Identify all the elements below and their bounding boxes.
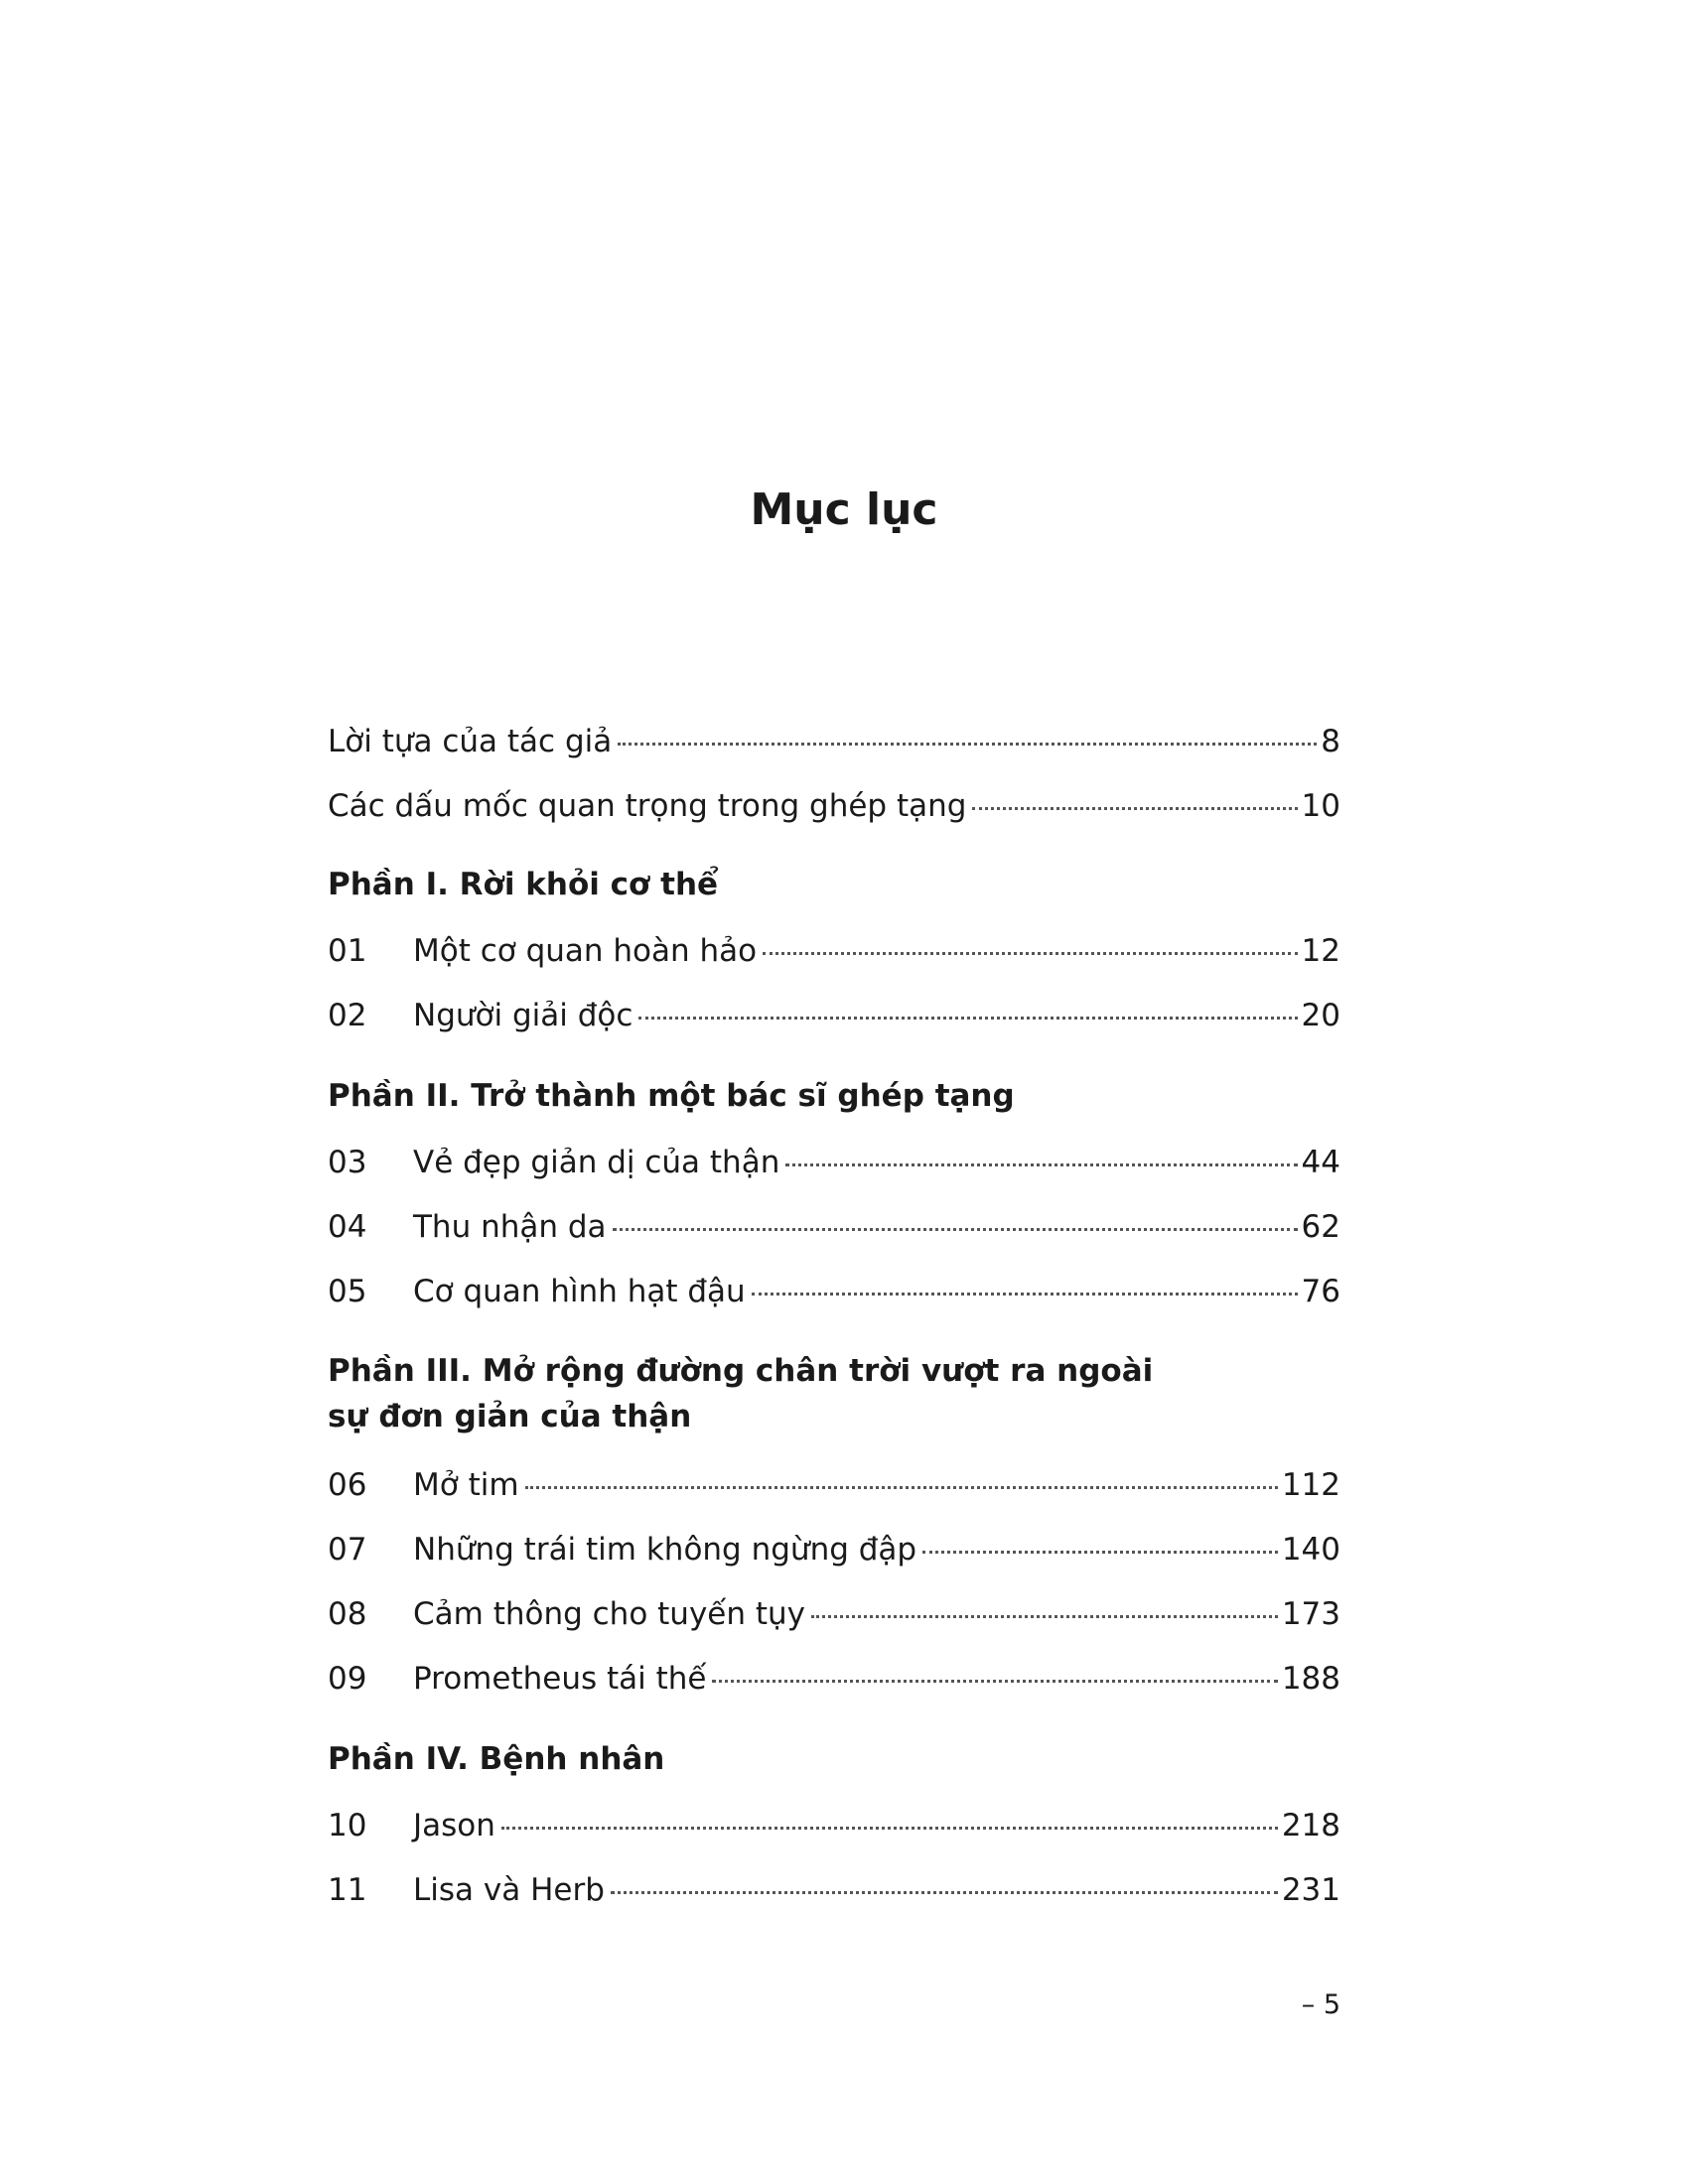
entry-title: Lời tựa của tác giả	[328, 724, 613, 759]
part-heading-4: Phần IV. Bệnh nhân	[328, 1741, 665, 1777]
part-heading-2: Phần II. Trở thành một bác sĩ ghép tạng	[328, 1078, 1015, 1114]
dot-leader	[611, 1891, 1278, 1894]
toc-entry-chapter-10	[328, 1806, 1340, 1845]
toc-entry-milestones	[328, 786, 1340, 826]
dot-leader	[525, 1486, 1278, 1489]
chapter-number: 11	[328, 1872, 367, 1908]
entry-title: Cảm thông cho tuyến tụy	[413, 1596, 806, 1632]
dot-leader	[613, 1228, 1298, 1231]
toc-entry-chapter-06	[328, 1465, 1340, 1505]
entry-title: Cơ quan hình hạt đậu	[413, 1274, 746, 1309]
chapter-number: 05	[328, 1274, 367, 1309]
entry-page: 8	[1321, 724, 1340, 759]
entry-page: 10	[1301, 788, 1340, 824]
chapter-number: 02	[328, 998, 367, 1033]
entry-page: 218	[1281, 1808, 1340, 1843]
toc-entry-chapter-05	[328, 1272, 1340, 1311]
entry-title: Lisa và Herb	[413, 1872, 605, 1908]
entry-page: 140	[1281, 1532, 1340, 1568]
toc-entry-chapter-03	[328, 1143, 1340, 1182]
entry-title: Những trái tim không ngừng đập	[413, 1532, 917, 1568]
page-title: Mục lục	[750, 484, 938, 535]
chapter-number: 01	[328, 933, 367, 969]
entry-page: 188	[1281, 1661, 1340, 1697]
dot-leader	[922, 1551, 1278, 1554]
chapter-number: 06	[328, 1467, 367, 1503]
chapter-number: 04	[328, 1209, 367, 1245]
toc-entry-chapter-09	[328, 1659, 1340, 1699]
chapter-number: 03	[328, 1145, 367, 1180]
dot-leader	[752, 1293, 1298, 1296]
entry-page: 20	[1301, 998, 1340, 1033]
entry-title: Các dấu mốc quan trọng trong ghép tạng	[328, 788, 967, 824]
entry-page: 12	[1301, 933, 1340, 969]
entry-page: 231	[1281, 1872, 1340, 1908]
dot-leader	[785, 1163, 1297, 1166]
entry-title: Prometheus tái thế	[413, 1661, 707, 1697]
toc-entry-chapter-08	[328, 1594, 1340, 1634]
dot-leader	[972, 807, 1297, 810]
entry-title: Thu nhận da	[413, 1209, 607, 1245]
part-heading-3: Phần III. Mở rộng đường chân trời vượt ra ngoài sự đơn giản của thận	[328, 1353, 1154, 1434]
toc-entry-chapter-02	[328, 996, 1340, 1035]
chapter-number: 09	[328, 1661, 367, 1697]
dot-leader	[618, 743, 1317, 746]
page-number: – 5	[1301, 1989, 1340, 2020]
entry-page: 62	[1301, 1209, 1340, 1245]
entry-title: Người giải độc	[413, 998, 633, 1033]
chapter-number: 10	[328, 1808, 367, 1843]
chapter-number: 07	[328, 1532, 367, 1568]
entry-title: Vẻ đẹp giản dị của thận	[413, 1145, 780, 1180]
entry-page: 112	[1281, 1467, 1340, 1503]
toc-entry-chapter-11	[328, 1870, 1340, 1910]
entry-title: Jason	[413, 1808, 495, 1843]
toc-entry-foreword	[328, 722, 1340, 761]
entry-page: 173	[1281, 1596, 1340, 1632]
toc-entry-chapter-07	[328, 1530, 1340, 1570]
toc-entry-chapter-04	[328, 1207, 1340, 1247]
entry-title: Một cơ quan hoàn hảo	[413, 933, 758, 969]
chapter-number: 08	[328, 1596, 367, 1632]
entry-page: 76	[1301, 1274, 1340, 1309]
entry-title: Mở tim	[413, 1467, 519, 1503]
dot-leader	[811, 1615, 1278, 1618]
dot-leader	[638, 1017, 1297, 1020]
entry-page: 44	[1301, 1145, 1340, 1180]
dot-leader	[501, 1827, 1278, 1830]
part-heading-1: Phần I. Rời khỏi cơ thể	[328, 867, 719, 902]
dot-leader	[712, 1680, 1277, 1683]
toc-entry-chapter-01	[328, 931, 1340, 971]
dot-leader	[763, 952, 1297, 955]
